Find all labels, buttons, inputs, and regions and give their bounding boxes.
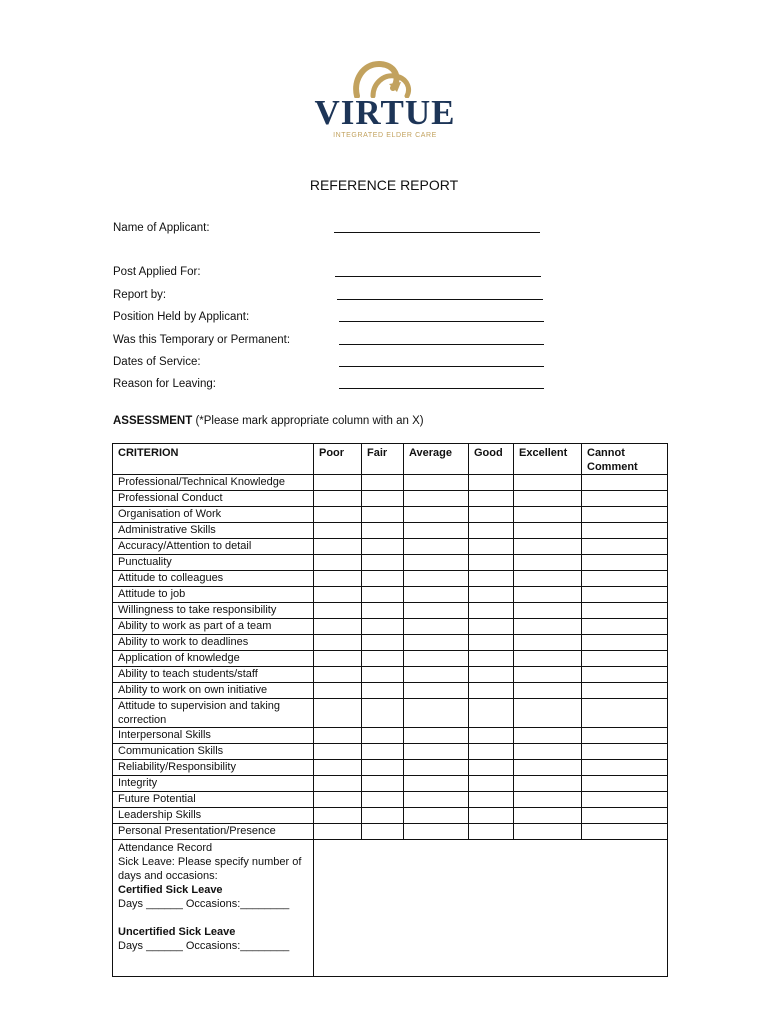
field-line-report-by[interactable] [337,299,543,300]
criterion-label: Accuracy/Attention to detail [113,539,314,555]
rating-cell-average[interactable] [404,523,469,539]
table-row [113,824,668,840]
rating-cell-cannot-comment[interactable] [582,491,668,507]
rating-cell-good[interactable] [469,728,514,744]
rating-cell-cannot-comment[interactable] [582,824,668,840]
rating-cell-excellent[interactable] [514,667,582,683]
col-header-fair: Fair [362,444,404,475]
rating-cell-fair[interactable] [362,587,404,603]
logo-wordmark: VIRTUE [314,93,456,132]
rating-cell-poor[interactable] [314,651,362,667]
rating-cell-excellent[interactable] [514,760,582,776]
table-row [113,667,668,683]
rating-cell-excellent[interactable] [514,699,582,728]
rating-cell-average[interactable] [404,699,469,728]
criterion-label: Interpersonal Skills [113,728,314,744]
rating-cell-average[interactable] [404,603,469,619]
table-row [113,603,668,619]
rating-cell-average[interactable] [404,808,469,824]
field-line-name-of-applicant[interactable] [334,232,540,233]
rating-cell-good[interactable] [469,744,514,760]
table-row [113,760,668,776]
col-header-average: Average [404,444,469,475]
col-header-cannot-comment: Cannot Comment [582,444,668,475]
rating-cell-good[interactable] [469,571,514,587]
rating-cell-average[interactable] [404,491,469,507]
rating-cell-poor[interactable] [314,603,362,619]
rating-cell-good[interactable] [469,760,514,776]
field-label-post-applied-for: Post Applied For: [113,266,201,278]
criterion-label: Integrity [113,776,314,792]
assessment-title: ASSESSMENT [113,415,193,427]
table-row [113,635,668,651]
rating-cell-fair[interactable] [362,555,404,571]
rating-cell-poor[interactable] [314,792,362,808]
criterion-label: Ability to work as part of a team [113,619,314,635]
table-row [113,475,668,491]
rating-cell-cannot-comment[interactable] [582,507,668,523]
certified-sick-leave-line[interactable]: Days ______ Occasions:________ [118,898,290,910]
rating-cell-excellent[interactable] [514,491,582,507]
field-label-temporary-or-permanent: Was this Temporary or Permanent: [113,334,291,346]
rating-cell-fair[interactable] [362,539,404,555]
rating-cell-cannot-comment[interactable] [582,699,668,728]
rating-cell-poor[interactable] [314,683,362,699]
criterion-label: Ability to work on own initiative [113,683,314,699]
rating-cell-cannot-comment[interactable] [582,808,668,824]
rating-cell-cannot-comment[interactable] [582,523,668,539]
field-line-post-applied-for[interactable] [335,276,541,277]
virtue-logo [305,58,465,142]
rating-cell-cannot-comment[interactable] [582,651,668,667]
rating-cell-good[interactable] [469,651,514,667]
table-row [113,587,668,603]
rating-cell-poor[interactable] [314,699,362,728]
table-row [113,683,668,699]
rating-cell-cannot-comment[interactable] [582,619,668,635]
rating-cell-good[interactable] [469,603,514,619]
criterion-label: Attitude to colleagues [113,571,314,587]
rating-cell-cannot-comment[interactable] [582,744,668,760]
rating-cell-excellent[interactable] [514,651,582,667]
rating-cell-excellent[interactable] [514,555,582,571]
field-line-dates-of-service[interactable] [339,366,544,367]
field-line-reason-for-leaving[interactable] [339,388,544,389]
rating-cell-poor[interactable] [314,776,362,792]
rating-cell-fair[interactable] [362,507,404,523]
rating-cell-average[interactable] [404,619,469,635]
rating-cell-fair[interactable] [362,475,404,491]
rating-cell-average[interactable] [404,824,469,840]
rating-cell-fair[interactable] [362,571,404,587]
rating-cell-average[interactable] [404,571,469,587]
rating-cell-cannot-comment[interactable] [582,792,668,808]
rating-cell-good[interactable] [469,619,514,635]
criterion-label: Ability to work to deadlines [113,635,314,651]
assessment-table [112,443,668,977]
rating-cell-excellent[interactable] [514,744,582,760]
rating-cell-average[interactable] [404,744,469,760]
rating-cell-excellent[interactable] [514,683,582,699]
rating-cell-average[interactable] [404,539,469,555]
rating-cell-fair[interactable] [362,824,404,840]
rating-cell-good[interactable] [469,699,514,728]
table-header-row [113,444,668,475]
rating-cell-good[interactable] [469,475,514,491]
rating-cell-good[interactable] [469,808,514,824]
rating-cell-fair[interactable] [362,808,404,824]
rating-cell-excellent[interactable] [514,603,582,619]
field-label-position-held: Position Held by Applicant: [113,311,250,323]
col-header-good: Good [469,444,514,475]
rating-cell-good[interactable] [469,667,514,683]
rating-cell-poor[interactable] [314,587,362,603]
rating-cell-poor[interactable] [314,808,362,824]
rating-cell-fair[interactable] [362,792,404,808]
criterion-label: Attitude to job [113,587,314,603]
rating-cell-cannot-comment[interactable] [582,555,668,571]
rating-cell-cannot-comment[interactable] [582,635,668,651]
criterion-label: Leadership Skills [113,808,314,824]
rating-cell-fair[interactable] [362,776,404,792]
criterion-label: Professional Conduct [113,491,314,507]
table-row [113,571,668,587]
uncertified-sick-leave-line[interactable]: Days ______ Occasions:________ [118,940,290,952]
rating-cell-excellent[interactable] [514,475,582,491]
rating-cell-cannot-comment[interactable] [582,571,668,587]
rating-cell-excellent[interactable] [514,587,582,603]
field-line-position-held[interactable] [339,321,544,322]
rating-cell-fair[interactable] [362,603,404,619]
rating-cell-poor[interactable] [314,555,362,571]
rating-cell-cannot-comment[interactable] [582,667,668,683]
attendance-record-cell [113,840,314,977]
rating-cell-cannot-comment[interactable] [582,603,668,619]
attendance-title: Attendance Record [118,842,213,854]
rating-cell-good[interactable] [469,635,514,651]
table-row [113,728,668,744]
rating-cell-poor[interactable] [314,667,362,683]
rating-cell-poor[interactable] [314,523,362,539]
attendance-row [113,840,668,977]
rating-cell-fair[interactable] [362,635,404,651]
page-title: REFERENCE REPORT [309,177,459,193]
rating-cell-cannot-comment[interactable] [582,760,668,776]
criterion-label: Personal Presentation/Presence [113,824,314,840]
rating-cell-average[interactable] [404,475,469,491]
col-header-criterion: CRITERION [113,444,314,475]
rating-cell-fair[interactable] [362,728,404,744]
rating-cell-poor[interactable] [314,507,362,523]
col-header-excellent: Excellent [514,444,582,475]
rating-cell-average[interactable] [404,792,469,808]
rating-cell-good[interactable] [469,523,514,539]
rating-cell-poor[interactable] [314,571,362,587]
table-row [113,792,668,808]
field-label-dates-of-service: Dates of Service: [113,356,201,368]
rating-cell-fair[interactable] [362,523,404,539]
uncertified-sick-leave-heading: Uncertified Sick Leave [118,926,236,938]
rating-cell-fair[interactable] [362,699,404,728]
rating-cell-good[interactable] [469,491,514,507]
rating-cell-average[interactable] [404,760,469,776]
criterion-label: Attitude to supervision and taking correction [113,699,314,728]
assessment-note: (*Please mark appropriate column with an X) [192,415,424,427]
rating-cell-good[interactable] [469,824,514,840]
table-row [113,651,668,667]
assessment-heading [113,414,424,428]
table-row [113,555,668,571]
rating-cell-excellent[interactable] [514,619,582,635]
rating-cell-poor[interactable] [314,728,362,744]
field-label-report-by: Report by: [113,289,167,301]
rating-cell-fair[interactable] [362,760,404,776]
attendance-instruction: Sick Leave: Please specify number of days and occasions: [118,856,302,882]
rating-cell-good[interactable] [469,776,514,792]
rating-cell-poor[interactable] [314,760,362,776]
field-line-temporary-or-permanent[interactable] [339,344,544,345]
rating-cell-average[interactable] [404,555,469,571]
rating-cell-excellent[interactable] [514,635,582,651]
rating-cell-fair[interactable] [362,667,404,683]
criterion-label: Professional/Technical Knowledge [113,475,314,491]
rating-cell-average[interactable] [404,635,469,651]
criterion-label: Future Potential [113,792,314,808]
rating-cell-average[interactable] [404,728,469,744]
rating-cell-fair[interactable] [362,744,404,760]
rating-cell-excellent[interactable] [514,523,582,539]
table-row [113,776,668,792]
table-row [113,539,668,555]
rating-cell-poor[interactable] [314,619,362,635]
rating-cell-good[interactable] [469,792,514,808]
rating-cell-fair[interactable] [362,683,404,699]
rating-cell-cannot-comment[interactable] [582,728,668,744]
rating-cell-average[interactable] [404,667,469,683]
table-row [113,619,668,635]
table-row [113,523,668,539]
criterion-label: Reliability/Responsibility [113,760,314,776]
rating-cell-poor[interactable] [314,824,362,840]
table-row [113,491,668,507]
criterion-label: Communication Skills [113,744,314,760]
field-label-reason-for-leaving: Reason for Leaving: [113,378,216,390]
rating-cell-poor[interactable] [314,491,362,507]
table-row [113,744,668,760]
rating-cell-excellent[interactable] [514,776,582,792]
rating-cell-excellent[interactable] [514,728,582,744]
rating-cell-excellent[interactable] [514,539,582,555]
table-row [113,808,668,824]
rating-cell-poor[interactable] [314,635,362,651]
rating-cell-fair[interactable] [362,651,404,667]
criterion-label: Ability to teach students/staff [113,667,314,683]
criterion-label: Organisation of Work [113,507,314,523]
rating-cell-average[interactable] [404,683,469,699]
rating-cell-cannot-comment[interactable] [582,539,668,555]
rating-cell-excellent[interactable] [514,792,582,808]
rating-cell-good[interactable] [469,539,514,555]
field-label-name-of-applicant: Name of Applicant: [113,222,210,234]
criterion-label: Punctuality [113,555,314,571]
rating-cell-fair[interactable] [362,619,404,635]
rating-cell-excellent[interactable] [514,824,582,840]
attendance-comment-cell[interactable] [314,840,668,977]
rating-cell-cannot-comment[interactable] [582,475,668,491]
criterion-label: Administrative Skills [113,523,314,539]
rating-cell-fair[interactable] [362,491,404,507]
rating-cell-good[interactable] [469,555,514,571]
table-row [113,699,668,728]
logo-swirl-icon [349,58,419,98]
table-row [113,507,668,523]
rating-cell-cannot-comment[interactable] [582,587,668,603]
criterion-label: Application of knowledge [113,651,314,667]
rating-cell-cannot-comment[interactable] [582,776,668,792]
rating-cell-average[interactable] [404,651,469,667]
rating-cell-average[interactable] [404,776,469,792]
rating-cell-good[interactable] [469,507,514,523]
rating-cell-excellent[interactable] [514,507,582,523]
rating-cell-poor[interactable] [314,539,362,555]
col-header-poor: Poor [314,444,362,475]
rating-cell-average[interactable] [404,507,469,523]
criterion-label: Willingness to take responsibility [113,603,314,619]
rating-cell-poor[interactable] [314,475,362,491]
rating-cell-excellent[interactable] [514,571,582,587]
rating-cell-cannot-comment[interactable] [582,683,668,699]
certified-sick-leave-heading: Certified Sick Leave [118,884,223,896]
logo-tagline: INTEGRATED ELDER CARE [333,132,437,139]
rating-cell-excellent[interactable] [514,808,582,824]
rating-cell-poor[interactable] [314,744,362,760]
rating-cell-average[interactable] [404,587,469,603]
rating-cell-good[interactable] [469,683,514,699]
rating-cell-good[interactable] [469,587,514,603]
